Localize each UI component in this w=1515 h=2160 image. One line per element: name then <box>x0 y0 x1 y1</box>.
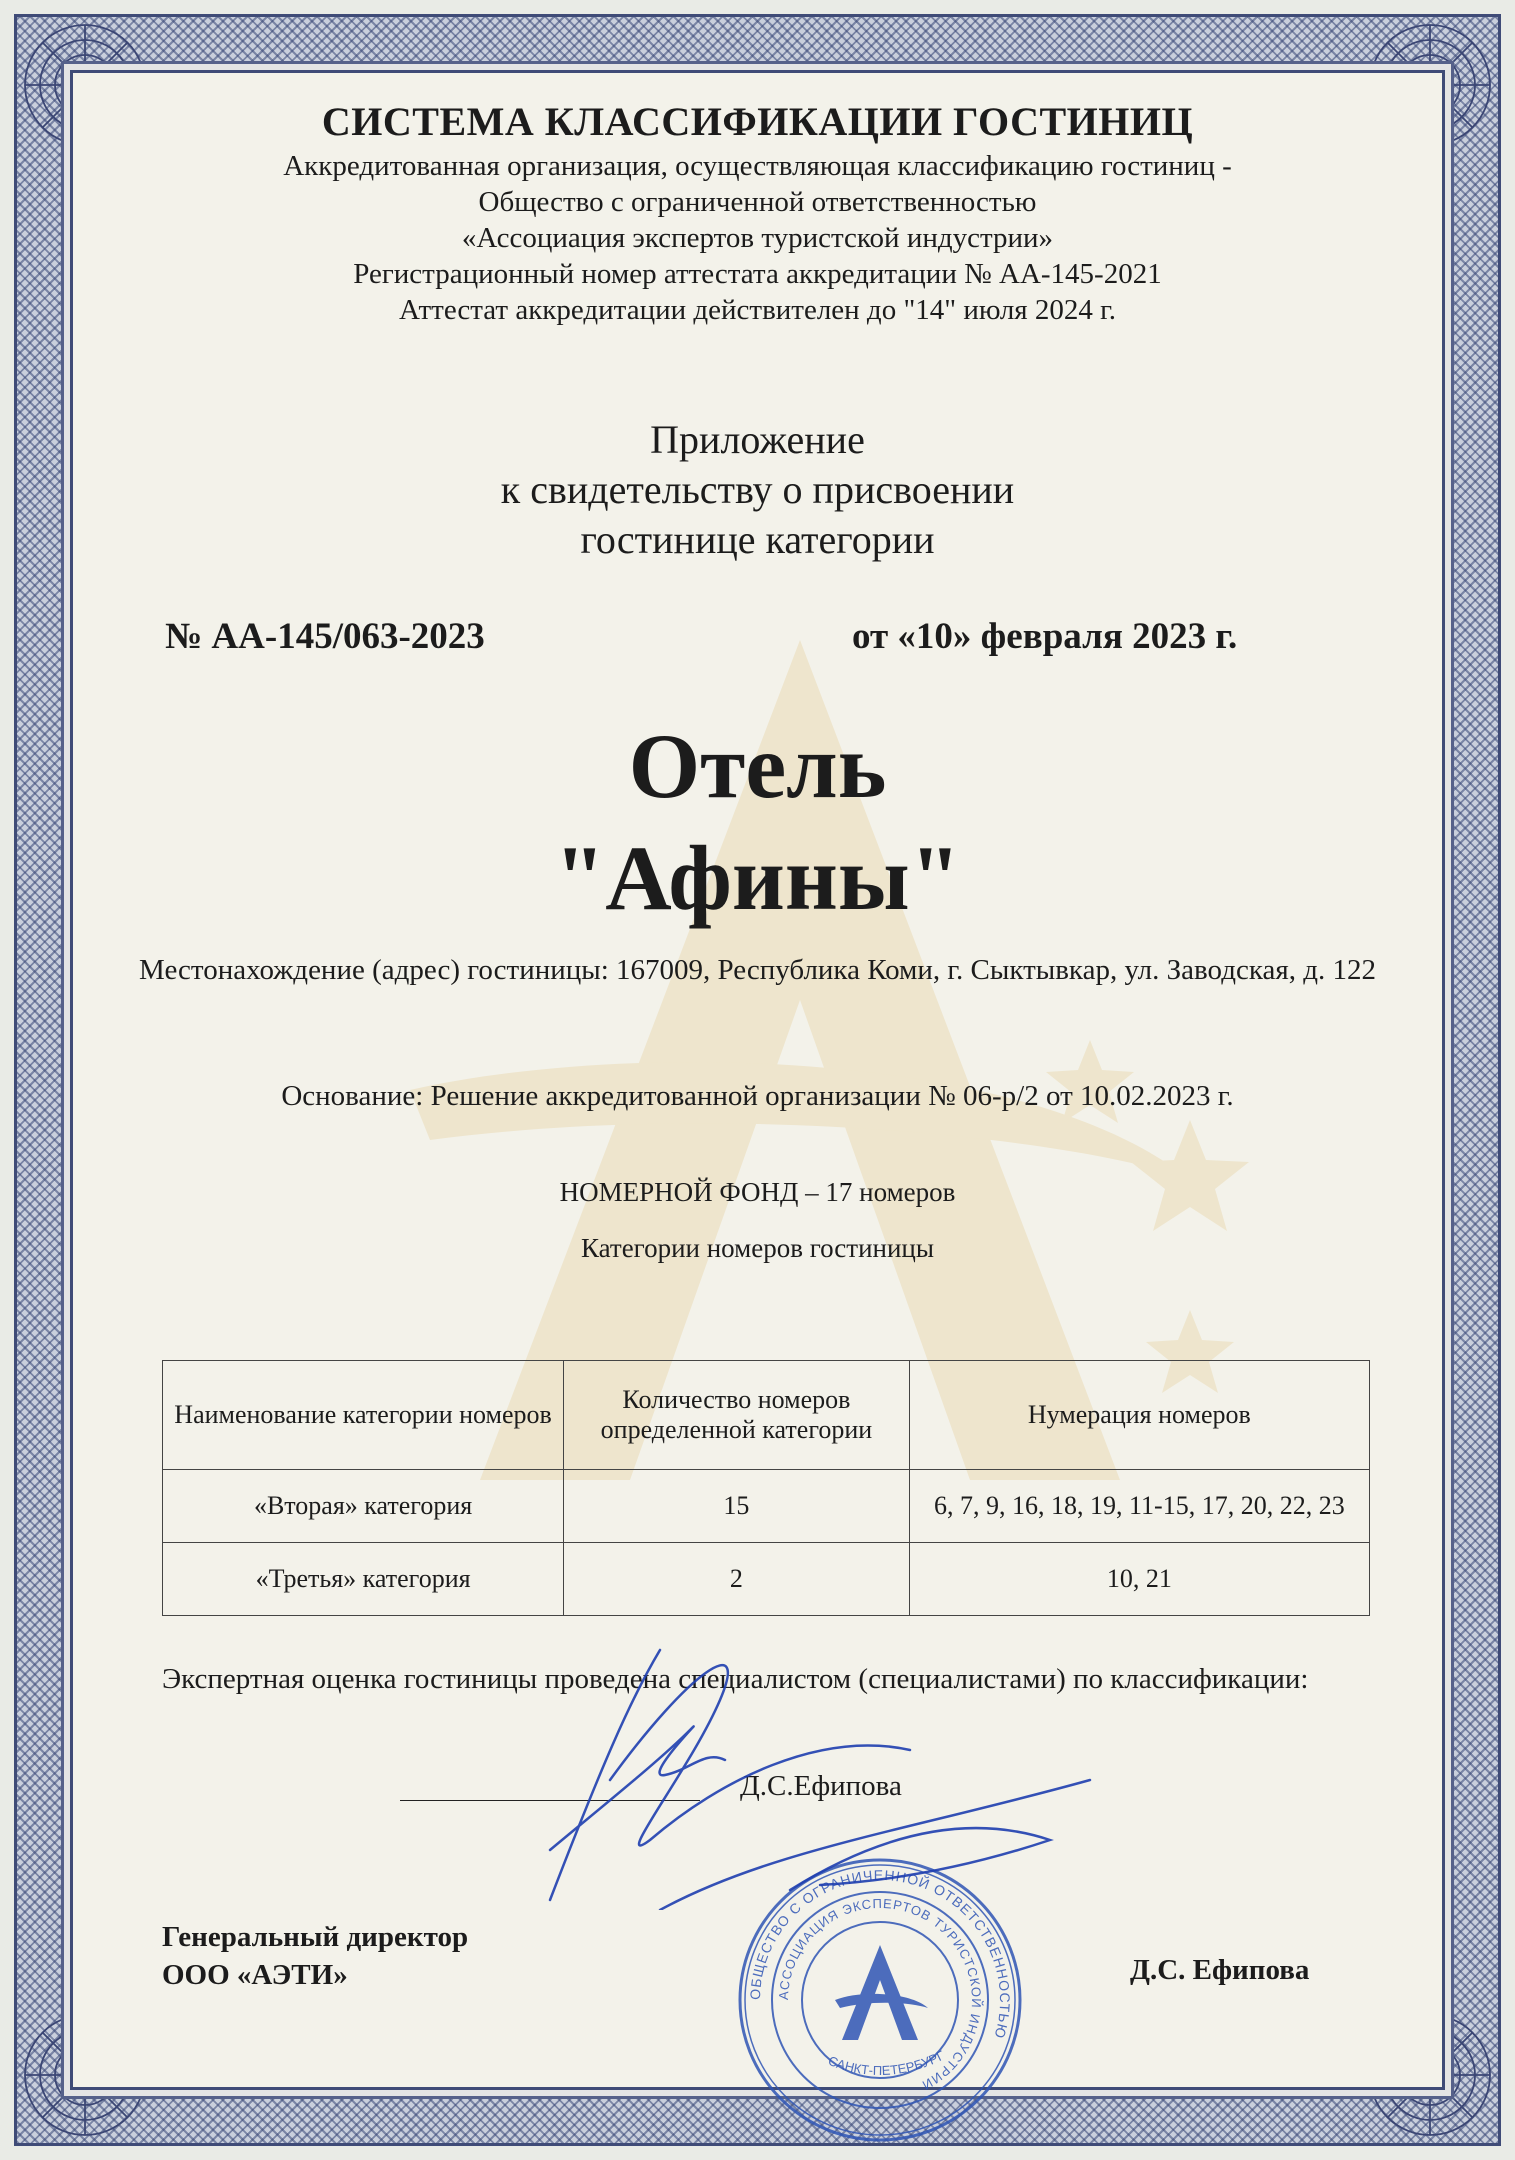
certificate-date: от «10» февраля 2023 г. <box>852 616 1238 657</box>
accreditation-block <box>70 148 1445 328</box>
stamp-city-text: САНКТ-ПЕТЕРБУРГ <box>826 2047 947 2079</box>
categories-title: Категории номеров гостиницы <box>580 1233 935 1263</box>
appendix-line: к свидетельству о присвоении <box>500 467 1015 512</box>
table-row <box>163 1543 1370 1616</box>
room-numbers: 10, 21 <box>909 1543 1369 1616</box>
org-line: Регистрационный номер аттестата аккредитации № АА-145-2021 <box>353 258 1162 290</box>
table-header: Наименование категории номеров <box>163 1361 564 1470</box>
table-header: Количество номеров определенной категории <box>564 1361 910 1470</box>
expert-name: Д.С.Ефипова <box>740 1770 902 1802</box>
appendix-line: Приложение <box>650 417 865 462</box>
room-fund: НОМЕРНОЙ ФОНД – 17 номеров <box>559 1177 956 1207</box>
hotel-line: Отель <box>628 715 887 817</box>
category-name: «Вторая» категория <box>163 1470 564 1543</box>
certificate-number: № АА-145/063-2023 <box>165 616 485 657</box>
room-categories-table <box>162 1360 1370 1616</box>
handwritten-signature <box>490 1610 1110 1910</box>
table-header: Нумерация номеров <box>909 1361 1369 1470</box>
category-name: «Третья» категория <box>163 1543 564 1616</box>
certificate-content <box>70 70 1445 2094</box>
system-title: СИСТЕМА КЛАССИФИКАЦИИ ГОСТИНИЦ <box>321 99 1194 144</box>
hotel-name <box>70 710 1445 934</box>
director-title <box>162 1918 468 1994</box>
org-line: Общество с ограниченной ответственностью <box>478 186 1037 218</box>
table-header-row <box>163 1361 1370 1470</box>
stamp-outer-text: ОБЩЕСТВО С ОГРАНИЧЕННОЙ ОТВЕТСТВЕННОСТЬЮ <box>746 1866 1014 2041</box>
table-row <box>163 1470 1370 1543</box>
hotel-address: Местонахождение (адрес) гостиницы: 167009, Республика Коми, г. Сыктывкар, ул. Заводская, д. 122 <box>139 954 1376 986</box>
room-numbers: 6, 7, 9, 16, 18, 19, 11-15, 17, 20, 22, 23 <box>909 1470 1369 1543</box>
svg-text:САНКТ-ПЕТЕРБУРГ <box>826 2047 947 2078</box>
room-count: 2 <box>564 1543 910 1616</box>
appendix-line: гостинице категории <box>580 517 935 562</box>
expert-assessment-text: Экспертная оценка гостиницы проведена специалистом (специалистами) по классификации: <box>162 1663 1309 1695</box>
director-title-line: ООО «АЭТИ» <box>162 1959 348 1991</box>
basis-text: Основание: Решение аккредитованной организации № 06-р/2 от 10.02.2023 г. <box>281 1080 1234 1112</box>
org-line: «Ассоциация экспертов туристской индустрии» <box>461 222 1054 254</box>
director-title-line: Генеральный директор <box>162 1921 469 1953</box>
room-count: 15 <box>564 1470 910 1543</box>
appendix-title <box>70 415 1445 565</box>
director-name: Д.С. Ефипова <box>1130 1954 1310 1986</box>
stamp-middle-text: АССОЦИАЦИЯ ЭКСПЕРТОВ ТУРИСТСКОЙ ИНДУСТРИИ <box>775 1895 985 2094</box>
org-line: Аттестат аккредитации действителен до "14" июля 2024 г. <box>398 294 1117 326</box>
hotel-line: "Афины" <box>554 827 961 929</box>
org-line: Аккредитованная организация, осуществляющая классификацию гостиниц - <box>283 150 1232 182</box>
